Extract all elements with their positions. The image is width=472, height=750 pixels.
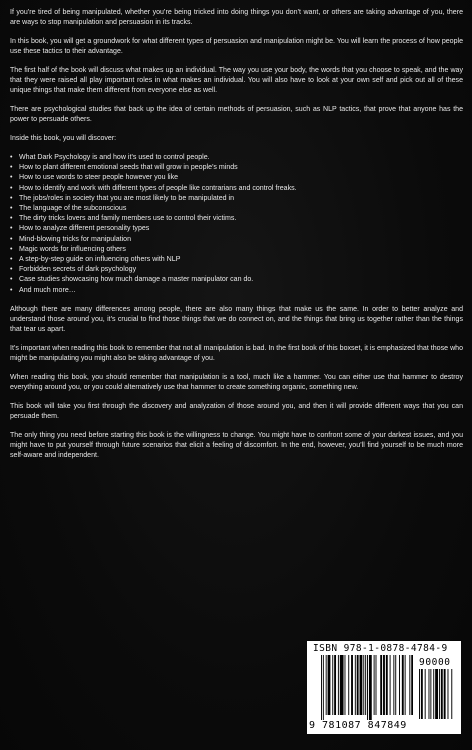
list-item: • How to identify and work with different types of people like contrarians and control freaks.: [10, 184, 463, 194]
list-item: • A step-by-step guide on influencing others with NLP: [10, 255, 463, 265]
not-all-bad-paragraph: It’s important when reading this book to remember that not all manipulation is bad. In the first book of this boxset, it is emphasized that those who might be manipulating you might also be taking advantage of you.: [10, 344, 463, 362]
barcode-digits: 9 781087 847849: [309, 720, 407, 731]
list-item: • Magic words for influencing others: [10, 245, 463, 255]
studies-paragraph: There are psychological studies that back up the idea of certain methods of persuasion, such as NLP tactics, that prove that anyone has the power to persuade others.: [10, 106, 463, 124]
list-item: • What Dark Psychology is and how it’s used to control people.: [10, 153, 463, 163]
list-item: • The jobs/roles in society that you are most likely to be manipulated in: [10, 194, 463, 204]
list-item: • How to use words to steer people however you like: [10, 173, 463, 183]
isbn-barcode: [307, 641, 461, 734]
hammer-paragraph: When reading this book, you should remember that manipulation is a tool, much like a hammer. You can either use that hammer to destroy everything around you, or you could alternatively use that hammer to create something organic, something new.: [10, 373, 463, 391]
list-item: • The language of the subconscious: [10, 204, 463, 214]
list-item: • And much more…: [10, 286, 463, 296]
list-item: • How to analyze different personality types: [10, 224, 463, 234]
isbn-label: ISBN 978-1-0878-4784-9: [313, 643, 448, 654]
discover-heading: Inside this book, you will discover:: [10, 135, 117, 143]
differences-paragraph: Although there are many differences among people, there are also many things that make us the same. In order to better analyze and understand those around you, it’s crucial to find those things that we do connect on, and the things that bring us together rather than the things that tear us apart.: [10, 305, 463, 333]
willingness-paragraph: The only thing you need before starting this book is the willingness to change. You might have to confront some of your darkest issues, and you might have to put yourself through future scenarios that elicit a feeling of discomfort. In the end, however, you’ll find yourself to be much more self-aware and independent.: [10, 431, 463, 459]
list-item: • Forbidden secrets of dark psychology: [10, 265, 463, 275]
blurb-text: [10, 8, 463, 470]
list-item: • How to plant different emotional seeds that will grow in people’s minds: [10, 163, 463, 173]
ean-barcode-bars: [321, 655, 413, 721]
addon-barcode-bars: [419, 669, 457, 721]
list-item: • Mind-blowing tricks for manipulation: [10, 235, 463, 245]
groundwork-paragraph: In this book, you will get a groundwork for what different types of persuasion and manipulation might be. You will learn the process of how people use these tactics to their advantage.: [10, 37, 463, 56]
list-item: • The dirty tricks lovers and family members use to control their victims.: [10, 214, 463, 224]
intro-paragraph: If you’re tired of being manipulated, whether you’re being tricked into doing things you don’t want, or others are taking advantage of you, there are ways to stop manipulation and persuasion in its tracks.: [10, 9, 463, 27]
discover-list: [10, 153, 463, 296]
first-half-paragraph: The first half of the book will discuss what makes up an individual. The way you use your body, the words that you choose to speak, and the way that they were raised all play important roles in what makes an individual. You will also have to look at your own self and pick out all of these unique things that make them different from everyone else as well.: [10, 66, 463, 95]
price-code: 90000: [419, 657, 451, 668]
list-item: • Case studies showcasing how much damage a master manipulator can do.: [10, 275, 463, 285]
discovery-paragraph: This book will take you first through the discovery and analyzation of those around you, and then it will provide different ways that you can persuade them.: [10, 402, 463, 420]
